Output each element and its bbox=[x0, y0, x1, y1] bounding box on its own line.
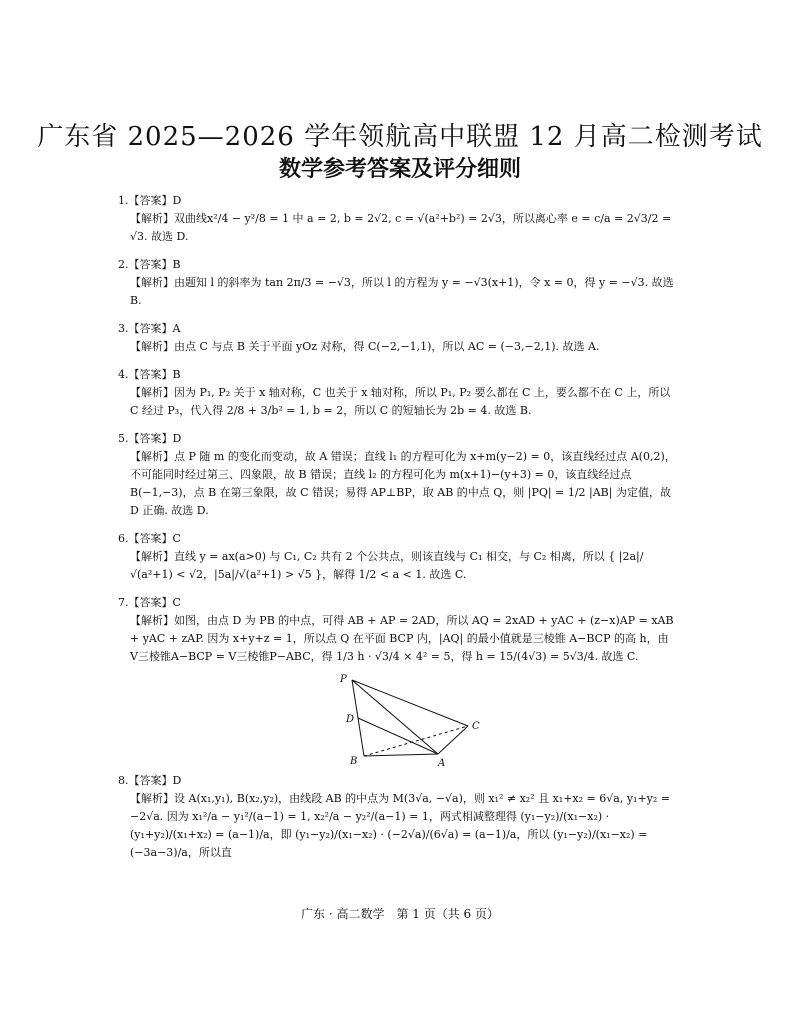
explanation: 【解析】如图，由点 D 为 PB 的中点，可得 AB + AP = 2AD，所以 AQ = 2xAD + yAC + (z−x)AP = xAB + yAC + zAP. 因为 x+y+z = 1，所以点 Q 在平面 BCP 内，|AQ| 的最小值就是三棱锥 A−BCP 的高 h，由 V三棱锥A−BCP = V三棱锥P−ABC，得 1/3 h · √3/4 × 4² = 5，得 h = 15/(4√3) = 5√3/4. 故选 C. bbox=[130, 614, 674, 663]
question-8 bbox=[118, 772, 678, 862]
label-a: A bbox=[438, 758, 446, 768]
answer-line: 【答案】A bbox=[128, 322, 181, 335]
question-4 bbox=[118, 366, 678, 420]
page-footer: 广东 · 高二数学 第 1 页（共 6 页） bbox=[301, 907, 499, 921]
answer-line: 【答案】D bbox=[128, 432, 182, 445]
question-number: 4. bbox=[118, 368, 129, 381]
label-b: B bbox=[350, 756, 358, 767]
explanation: 【解析】设 A(x₁,y₁), B(x₂,y₂)，由线段 AB 的中点为 M(3√a, −√a)，则 x₁² ≠ x₂² 且 x₁+x₂ = 6√a, y₁+y₂ = −2√a. 因为 x₁²/a − y₁²/(a−1) = 1, x₂²/a − y₂²/(a−1) = 1，两式相减整理得 (y₁−y₂)/(x₁−x₂) · (y₁+y₂)/(x₁+x₂) = (a−1)/a，即 (y₁−y₂)/(x₁−x₂) · (−2√a)/(6√a) = (a−1)/a，所以 (y₁−y₂)/(x₁−x₂) = (−3a−3)/a，所以直 bbox=[130, 792, 670, 859]
explanation: 【解析】直线 y = ax(a>0) 与 C₁, C₂ 共有 2 个公共点，则该直线与 C₁ 相交，与 C₂ 相离，所以 { |2a|/√(a²+1) < √2，|5a|/√(a²+1) > √5 }，解得 1/2 < a < 1. 故选 C. bbox=[130, 550, 644, 581]
explanation: 【解析】双曲线x²/4 − y²/8 = 1 中 a = 2, b = 2√2, c = √(a²+b²) = 2√3，所以离心率 e = c/a = 2√3/2 = √3. 故选 D. bbox=[130, 212, 672, 243]
question-number: 2. bbox=[118, 258, 129, 271]
question-number: 8. bbox=[118, 774, 129, 787]
explanation: 【解析】因为 P₁, P₂ 关于 x 轴对称，C 也关于 x 轴对称，所以 P₁, P₂ 要么都在 C 上，要么都不在 C 上，所以 C 经过 P₃，代入得 2/8 + 3/b² = 1, b = 2，所以 C 的短轴长为 2b = 4. 故选 B. bbox=[130, 386, 671, 417]
question-1 bbox=[118, 192, 678, 246]
edge-pc bbox=[352, 680, 468, 726]
label-d: D bbox=[346, 714, 355, 725]
label-p: P bbox=[340, 674, 347, 685]
answer-line: 【答案】B bbox=[128, 368, 181, 381]
page-title: 广东省 2025—2026 学年领航高中联盟 12 月高二检测考试 bbox=[37, 122, 763, 152]
answer-line: 【答案】C bbox=[128, 532, 181, 545]
explanation: 【解析】由题知 l 的斜率为 tan 2π/3 = −√3，所以 l 的方程为 y = −√3(x+1)，令 x = 0，得 y = −√3. 故选 B. bbox=[130, 276, 674, 307]
page-subtitle: 数学参考答案及评分细则 bbox=[278, 157, 521, 182]
edge-ba bbox=[364, 754, 438, 756]
question-number: 3. bbox=[118, 322, 129, 335]
question-6 bbox=[118, 530, 678, 584]
question-2 bbox=[118, 256, 678, 310]
question-7 bbox=[118, 594, 678, 768]
explanation: 【解析】由点 C 与点 B 关于平面 yOz 对称，得 C(−2,−1,1)，所以 AC = (−3,−2,1). 故选 A. bbox=[130, 340, 600, 353]
answer-line: 【答案】D bbox=[128, 774, 182, 787]
edge-pa bbox=[352, 680, 438, 754]
explanation: 【解析】点 P 随 m 的变化而变动，故 A 错误；直线 l₁ 的方程可化为 x+m(y−2) = 0，该直线经过点 A(0,2)，不可能同时经过第三、四象限，故 B 错误；直线 l₂ 的方程可化为 m(x+1)−(y+3) = 0，该直线经过点 B(−1,−3)，点 B 在第三象限，故 C 错误；易得 AP⊥BP，取 AB 的中点 Q，则 |PQ| = 1/2 |AB| 为定值，故 D 正确. 故选 D. bbox=[130, 450, 676, 517]
question-number: 1. bbox=[118, 194, 129, 207]
answer-line: 【答案】D bbox=[128, 194, 182, 207]
question-5 bbox=[118, 430, 678, 520]
answer-line: 【答案】B bbox=[128, 258, 181, 271]
question-number: 6. bbox=[118, 532, 129, 545]
question-3 bbox=[118, 320, 678, 356]
answer-list bbox=[118, 192, 678, 862]
answer-line: 【答案】C bbox=[128, 596, 181, 609]
geometry-figure bbox=[338, 672, 488, 768]
label-c: C bbox=[472, 721, 480, 732]
question-number: 5. bbox=[118, 432, 129, 445]
edge-da bbox=[358, 718, 438, 754]
question-number: 7. bbox=[118, 596, 129, 609]
